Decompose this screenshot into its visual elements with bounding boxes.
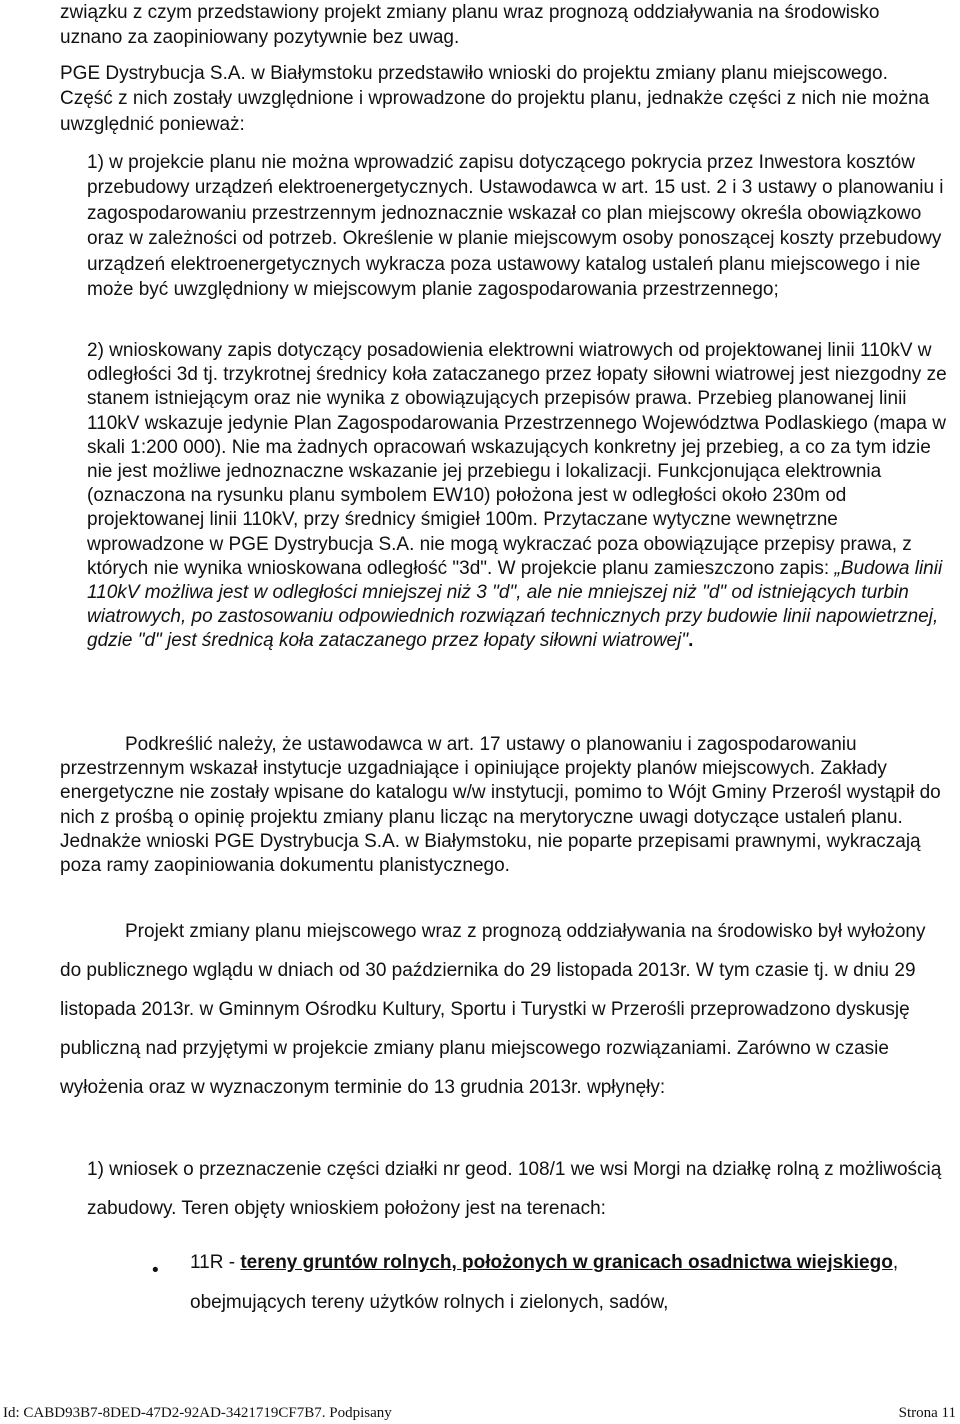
paragraph-public-display: Projekt zmiany planu miejscowego wraz z prognozą oddziaływania na środowisko był wyłożony do publicznego wglądu w dniach od 30 października do 29 listopada 2013r. W tym czasie tj. w dniu 29 listopada 2013r. w Gminnym Ośrodku Kultury, Sportu i Turystki w Przerośli przeprowadzono dyskusję publiczną nad przyjętymi w projekcie zmiany planu miejscowego rozwiązaniami. Zarówno w czasie wyłożenia oraz w wyznaczonym terminie do 13 grudnia 2013r. wpłynęły: <box>60 921 926 1098</box>
list-item-wind-distance <box>87 339 947 654</box>
footer-page-number: Strona 11 <box>898 1405 956 1421</box>
footer-document-id: Id: CABD93B7-8DED-47D2-92AD-3421719CF7B7. Podpisany <box>3 1405 392 1421</box>
quote-end-period: . <box>688 630 694 652</box>
paragraph-opinion-conclusion: związku z czym przedstawiony projekt zmiany planu wraz prognozą oddziaływania na środowisko uznano za zaopiniowany pozytywnie bez uwag. <box>60 2 880 49</box>
wind-distance-text: 2) wnioskowany zapis dotyczący posadowienia elektrowni wiatrowych od projektowanej linii 110kV w odległości 3d tj. trzykrotnej średnicy koła zataczanego przez łopaty siłowni wiatrowej jest niezgodny ze stanem istniejącym oraz nie wynika z obowiązujących przepisów prawa. Przebieg planowanej linii 110kV wskazuje jedynie Plan Zagospodarowania Przestrzennego Województwa Podlaskiego (mapa w skali 1:200 000). Nie ma żadnych opracowań wskazujących konkretny jej przebieg, a co za tym idzie nie jest możliwe jednoznaczne wskazanie jej przebiegu i lokalizacji. Funkcjonująca elektrownia (oznaczona na rysunku planu symbolem EW10) położona jest w odległości około 230m od projektowanej linii 110kV, przy średnicy śmigieł 100m. Przytaczane wytyczne wewnętrzne wprowadzone w PGE Dystrybucja S.A. nie mogą wykraczać poza obowiązujące przepisy prawa, z których nie wynika wnioskowana odległość "3d". W projekcie planu zamieszczono zapis: <box>87 340 947 579</box>
bullet-underlined-term: tereny gruntów rolnych, położonych w granicach osadnictwa wiejskiego <box>240 1252 893 1273</box>
plan-quote-italic: „Budowa linii 110kV możliwa jest w odległości mniejszej niż 3 "d", ale nie mniejszej niż "d" od istniejących turbin wiatrowych, po zastosowaniu odpowiednich rozwiązań technicznych przy budowie linii napowietrznej, gdzie "d" jest średnicą koła zataczanego przez łopaty siłowni wiatrowej" <box>87 557 943 652</box>
list-item-cost-clause: 1) w projekcie planu nie można wprowadzić zapisu dotyczącego pokrycia przez Inwestora kosztów przebudowy urządzeń elektroenergetycznych. Ustawodawca w art. 15 ust. 2 i 3 ustawy o planowaniu i zagospodarowaniu przestrzennym jednoznacznie wskazał co plan miejscowy określa obowiązkowo oraz w zależności od potrzeb. Określenie w planie miejscowym osoby ponoszącej koszty przebudowy urządzeń elektroenergetycznych wykracza poza ustawowy katalog ustaleń planu miejscowego i nie może być uwzględniony w miejscowym planie zagospodarowania przestrzennego; <box>87 152 944 301</box>
bullet-marker: • <box>152 1260 159 1281</box>
bullet-item-11r <box>190 1243 935 1323</box>
bullet-rest: , obejmujących tereny użytków rolnych i zielonych, sadów, <box>190 1252 899 1313</box>
bullet-prefix: 11R - <box>190 1252 241 1273</box>
list-item-parcel-request: 1) wniosek o przeznaczenie części działki nr geod. 108/1 we wsi Morgi na działkę rolną z możliwością zabudowy. Teren objęty wnioskiem położony jest na terenach: <box>87 1159 942 1219</box>
paragraph-institutions: Podkreślić należy, że ustawodawca w art. 17 ustawy o planowaniu i zagospodarowaniu przestrzennym wskazał instytucje uzgadniające i opiniujące projekty planów miejscowych. Zakłady energetyczne nie zostały wpisane do katalogu w/w instytucji, pomimo to Wójt Gminy Przerośl wystąpił do nich z prośbą o opinię projektu zmiany planu licząc na merytoryczne uwagi dotyczące ustaleń planu. Jednakże wnioski PGE Dystrybucja S.A. w Białymstoku, nie poparte przepisami prawnymi, wykraczają poza ramy zaopiniowania dokumentu planistycznego. <box>60 734 941 877</box>
paragraph-pge-proposals: PGE Dystrybucja S.A. w Białymstoku przedstawiło wnioski do projektu zmiany planu miejscowego. Część z nich zostały uwzględnione i wprowadzone do projektu planu, jednakże części z nich nie można uwzględnić ponieważ: <box>60 63 930 135</box>
